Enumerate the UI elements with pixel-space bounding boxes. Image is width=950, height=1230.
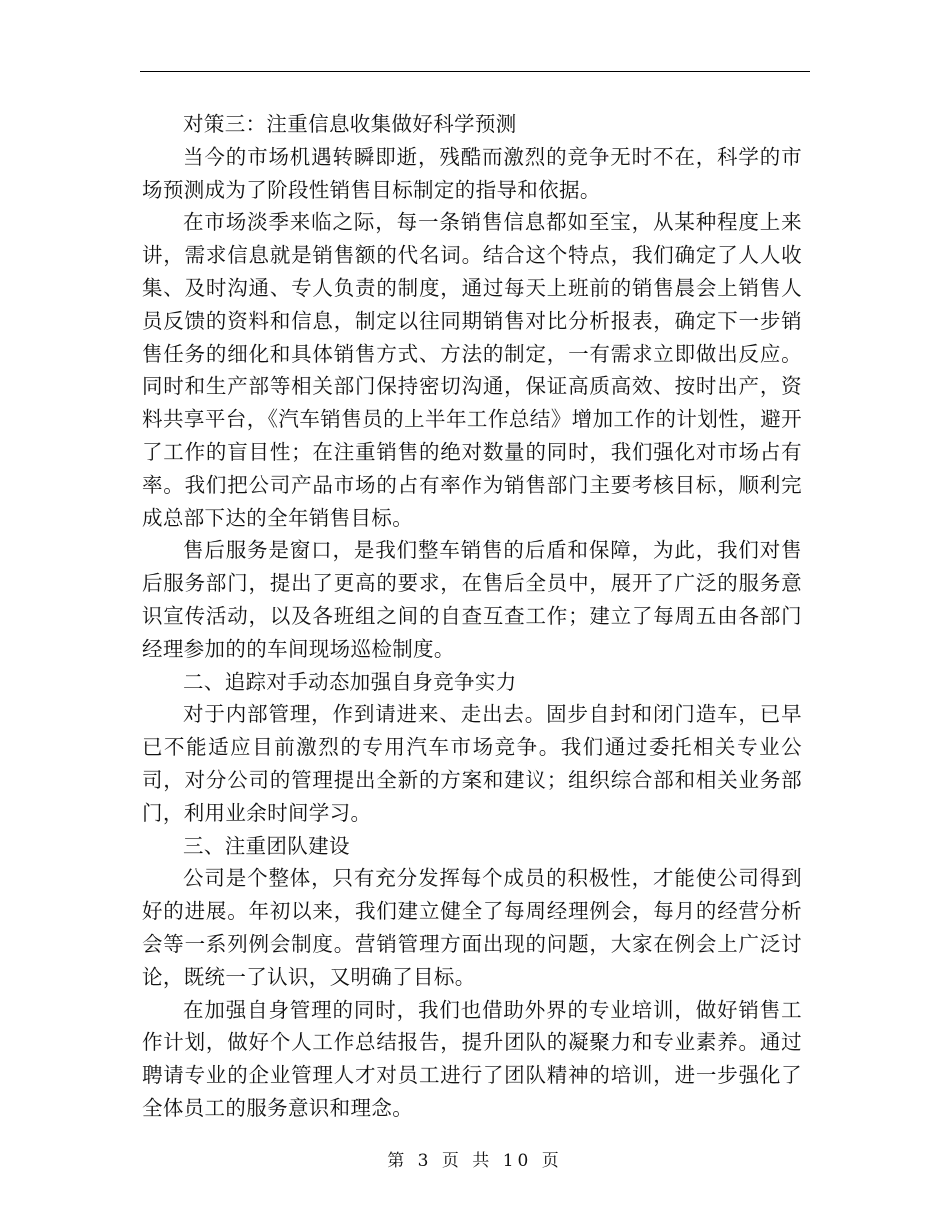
- paragraph: 对于内部管理，作到请进来、走出去。固步自封和闭门造车，已早已不能适应目前激烈的专用汽车市场竞争。我们通过委托相关专业公司，对分公司的管理提出全新的方案和建议；组织综合部和相关业务部门，利用业余时间学习。: [142, 702, 802, 825]
- paragraph: 在加强自身管理的同时，我们也借助外界的专业培训，做好销售工作计划，做好个人工作总结报告，提升团队的凝聚力和专业素养。通过聘请专业的企业管理人才对员工进行了团队精神的培训，进一步强化了全体员工的服务意识和理念。: [142, 997, 802, 1120]
- paragraph: 公司是个整体，只有充分发挥每个成员的积极性，才能使公司得到好的进展。年初以来，我们建立健全了每周经理例会，每月的经营分析会等一系列例会制度。营销管理方面出现的问题，大家在例会上广泛讨论，既统一了认识，又明确了目标。: [142, 866, 802, 989]
- page-number-footer: 第 3 页 共 10 页: [387, 1151, 563, 1171]
- paragraph: 售后服务是窗口，是我们整车销售的后盾和保障，为此，我们对售后服务部门，提出了更高的要求，在售后全员中，展开了广泛的服务意识宣传活动，以及各班组之间的自查互查工作；建立了每周五由各部门经理参加的的车间现场巡检制度。: [142, 538, 802, 661]
- paragraph: 在市场淡季来临之际，每一条销售信息都如至宝，从某种程度上来讲，需求信息就是销售额的代名词。结合这个特点，我们确定了人人收集、及时沟通、专人负责的制度，通过每天上班前的销售晨会上销售人员反馈的资料和信息，制定以往同期销售对比分析报表，确定下一步销售任务的细化和具体销售方式、方法的制定，一有需求立即做出反应。同时和生产部等相关部门保持密切沟通，保证高质高效、按时出产，资料共享平台，《汽车销售员的上半年工作总结》增加工作的计划性，避开了工作的盲目性；在注重销售的绝对数量的同时，我们强化对市场占有率。我们把公司产品市场的占有率作为销售部门主要考核目标，顺利完成总部下达的全年销售目标。: [142, 210, 802, 530]
- paragraph: 当今的市场机遇转瞬即逝，残酷而激烈的竞争无时不在，科学的市场预测成为了阶段性销售目标制定的指导和依据。: [142, 144, 802, 202]
- document-body: [142, 108, 802, 1125]
- section-heading-two: 二、追踪对手动态加强自身竞争实力: [183, 669, 517, 694]
- section-heading-strategy-three: 对策三：注重信息收集做好科学预测: [183, 112, 517, 136]
- section-heading-three: 三、注重团队建设: [183, 833, 350, 858]
- header-rule: [140, 71, 810, 72]
